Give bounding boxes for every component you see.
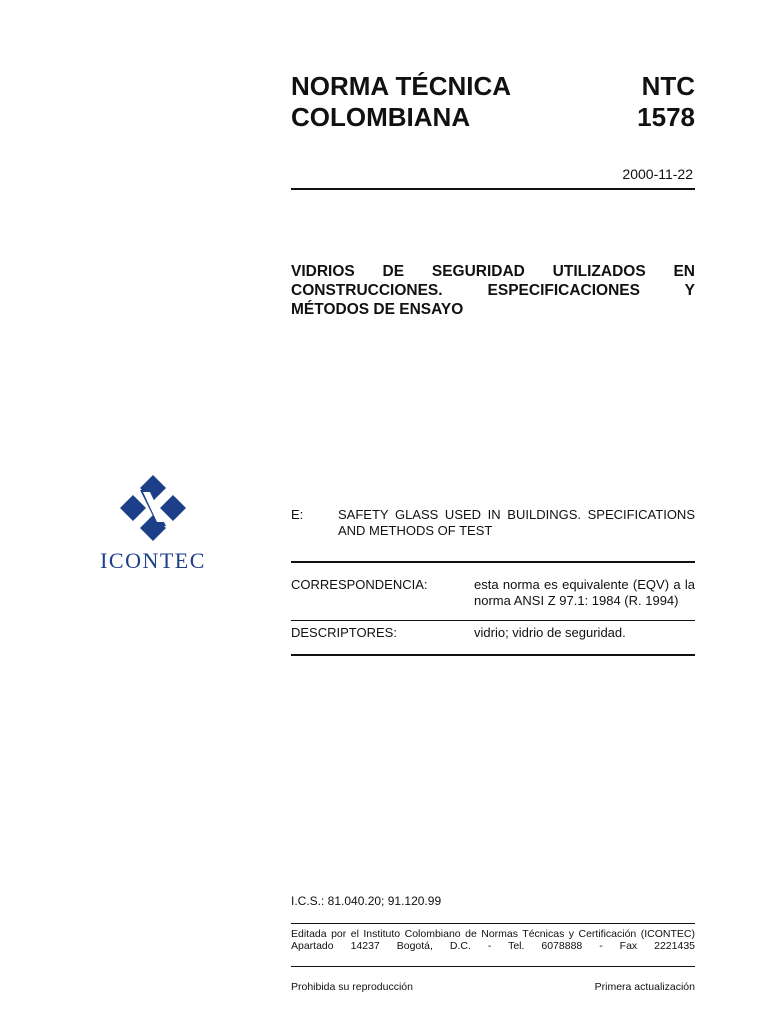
norm-code-line1: NTC xyxy=(641,71,695,101)
icontec-diamond-icon xyxy=(94,472,212,542)
english-title: SAFETY GLASS USED IN BUILDINGS. SPECIFICATIONS AND METHODS OF TEST xyxy=(338,507,695,538)
correspondence-divider xyxy=(291,620,695,621)
norm-code-line2: 1578 xyxy=(637,102,695,132)
edition-line1: Editada por el Instituto Colombiano de Normas Técnicas y Certificación (ICONTEC) xyxy=(291,928,695,940)
norm-date: 2000-11-22 xyxy=(622,166,693,182)
descriptors-value: vidrio; vidrio de seguridad. xyxy=(474,625,626,640)
icontec-logo xyxy=(94,472,212,576)
icontec-logo-text: ICONTEC xyxy=(100,548,206,573)
reproduction-notice: Prohibida su reproducción xyxy=(291,981,413,993)
norm-code xyxy=(637,71,695,133)
norm-title-line1: NORMA TÉCNICA xyxy=(291,71,512,101)
english-divider xyxy=(291,561,695,563)
edition-line2: Apartado 14237 Bogotá, D.C. - Tel. 6078888 - Fax 2221435 xyxy=(291,940,695,952)
update-notice: Primera actualización xyxy=(594,981,695,993)
document-subject-title: VIDRIOS DE SEGURIDAD UTILIZADOS EN CONSTRUCCIONES. ESPECIFICACIONES Y MÉTODOS DE ENSAYO xyxy=(291,263,695,318)
norm-title-line2: COLOMBIANA xyxy=(291,102,471,132)
ics-codes: I.C.S.: 81.040.20; 91.120.99 xyxy=(291,894,442,908)
descriptors-divider xyxy=(291,654,695,656)
header-divider xyxy=(291,188,695,190)
english-prefix: E: xyxy=(291,507,304,522)
correspondence-value: esta norma es equivalente (EQV) a la norma ANSI Z 97.1: 1984 (R. 1994) xyxy=(474,577,695,608)
edition-divider xyxy=(291,966,695,967)
ics-divider xyxy=(291,923,695,924)
correspondence-label: CORRESPONDENCIA: xyxy=(291,577,428,592)
descriptors-label: DESCRIPTORES: xyxy=(291,625,397,640)
norm-title xyxy=(291,71,511,133)
